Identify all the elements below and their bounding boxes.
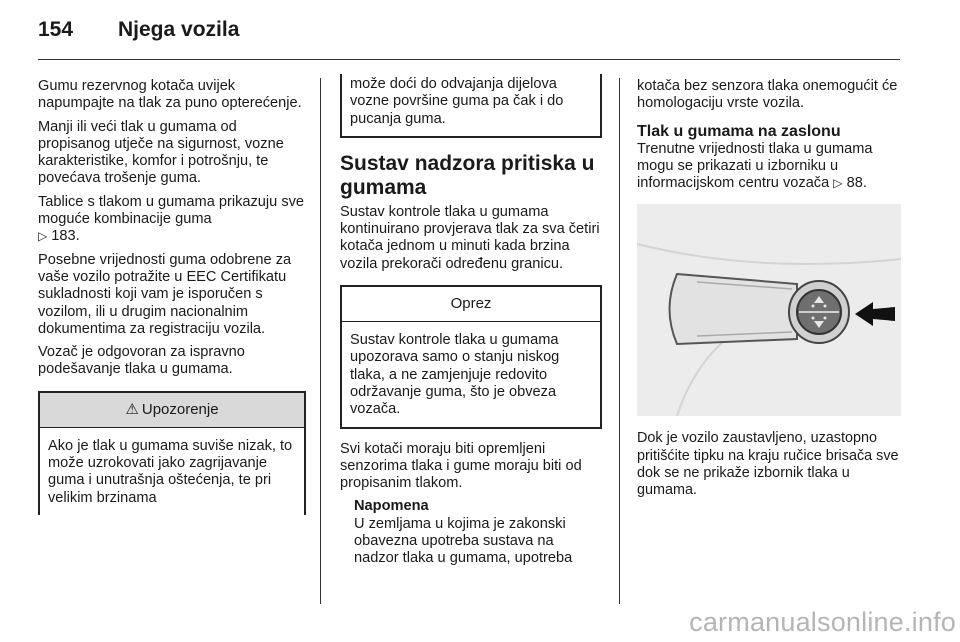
paragraph: Manji ili veći tlak u gumama od propisanog utječe na sigurnost, vozne karakteristike, komfor i potrošnju, te povećava trošenje guma.	[38, 118, 284, 187]
note-title: Napomena	[354, 498, 429, 515]
paragraph-text: Tablice s tlakom u gumama prikazuju sve moguće kombinacije guma	[38, 193, 305, 228]
warning-box	[38, 391, 306, 515]
column-divider	[619, 78, 620, 604]
paragraph	[38, 194, 306, 246]
paragraph: Posebne vrijednosti guma odobrene za vaše vozilo potražite u EEC Certifikatu sukladnosti koji vam je isporučen s vozilom, ili u drugim nacionalnim dokumentima za registraciju vozila.	[38, 251, 292, 337]
page-reference-icon: ▷	[38, 229, 48, 244]
wiper-lever-image	[637, 204, 901, 416]
page-title: Njega vozila	[118, 18, 240, 41]
column-1	[38, 78, 306, 515]
paragraph: Gumu rezervnog kotača uvijek napumpajte na tlak za puno opterećenje.	[38, 78, 302, 112]
page-reference: 88.	[846, 175, 867, 192]
page-reference-icon: ▷	[833, 176, 843, 191]
paragraph: kotača bez senzora tlaka onemogućit će homologaciju vrste vozila.	[637, 78, 898, 112]
watermark: carmanualsonline.info	[689, 607, 956, 637]
column-3	[637, 78, 903, 506]
caution-text: Sustav kontrole tlaka u gumama upozorava samo o stanju niskog tlaka, a ne zamjenjuje redovito održavanje guma, što je obveza vozača.	[350, 332, 560, 418]
warning-text-continued: može doći do odvajanja dijelova vozne površine guma pa čak i do pucanja guma.	[350, 76, 564, 127]
warning-text: Ako je tlak u gumama suviše nizak, to može uzrokovati jako zagrijavanje guma i unutrašnja oštećenja, te pri velikim brzinama	[48, 437, 293, 506]
paragraph: Sustav kontrole tlaka u gumama kontinuirano provjerava tlak za sva četiri kotača jednom u minuti kada brzina vozila prekorači određenu granicu.	[340, 203, 600, 272]
warning-icon: ⚠	[125, 401, 139, 419]
wiper-lever-illustration	[637, 204, 901, 416]
page-number: 154	[38, 18, 74, 41]
note	[354, 498, 602, 567]
caution-title: Oprez	[342, 287, 600, 322]
warning-header	[40, 393, 304, 428]
caution-box	[340, 285, 602, 428]
section-heading: Sustav nadzora pritiska u gumama	[340, 151, 595, 199]
header-divider	[38, 59, 900, 60]
page-header	[38, 18, 239, 48]
warning-title: Upozorenje	[141, 401, 219, 419]
paragraph: Dok je vozilo zaustavljeno, uzastopno pritišćite tipku na kraju ručice brisača sve dok se ne prikaže izbornik tlaka u gumama.	[637, 430, 899, 499]
paragraph: Vozač je odgovoran za ispravno podešavanje tlaka u gumama.	[38, 344, 245, 378]
paragraph-text: Trenutne vrijednosti tlaka u gumama mogu se prikazati u izborniku u informacijskom centru vozača	[637, 140, 873, 192]
column-divider	[320, 78, 321, 604]
paragraph	[637, 141, 903, 193]
page-reference: 183.	[51, 228, 80, 245]
column-2	[340, 78, 602, 568]
note-text: U zemljama u kojima je zakonski obavezna upotreba sustava na nadzor tlaka u gumama, upotreba	[354, 515, 573, 567]
subsection-heading: Tlak u gumama na zaslonu	[637, 122, 841, 140]
paragraph: Svi kotači moraju biti opremljeni senzorima tlaka i gume moraju biti od propisanim tlakom.	[340, 440, 582, 492]
warning-box-continued	[340, 74, 602, 138]
